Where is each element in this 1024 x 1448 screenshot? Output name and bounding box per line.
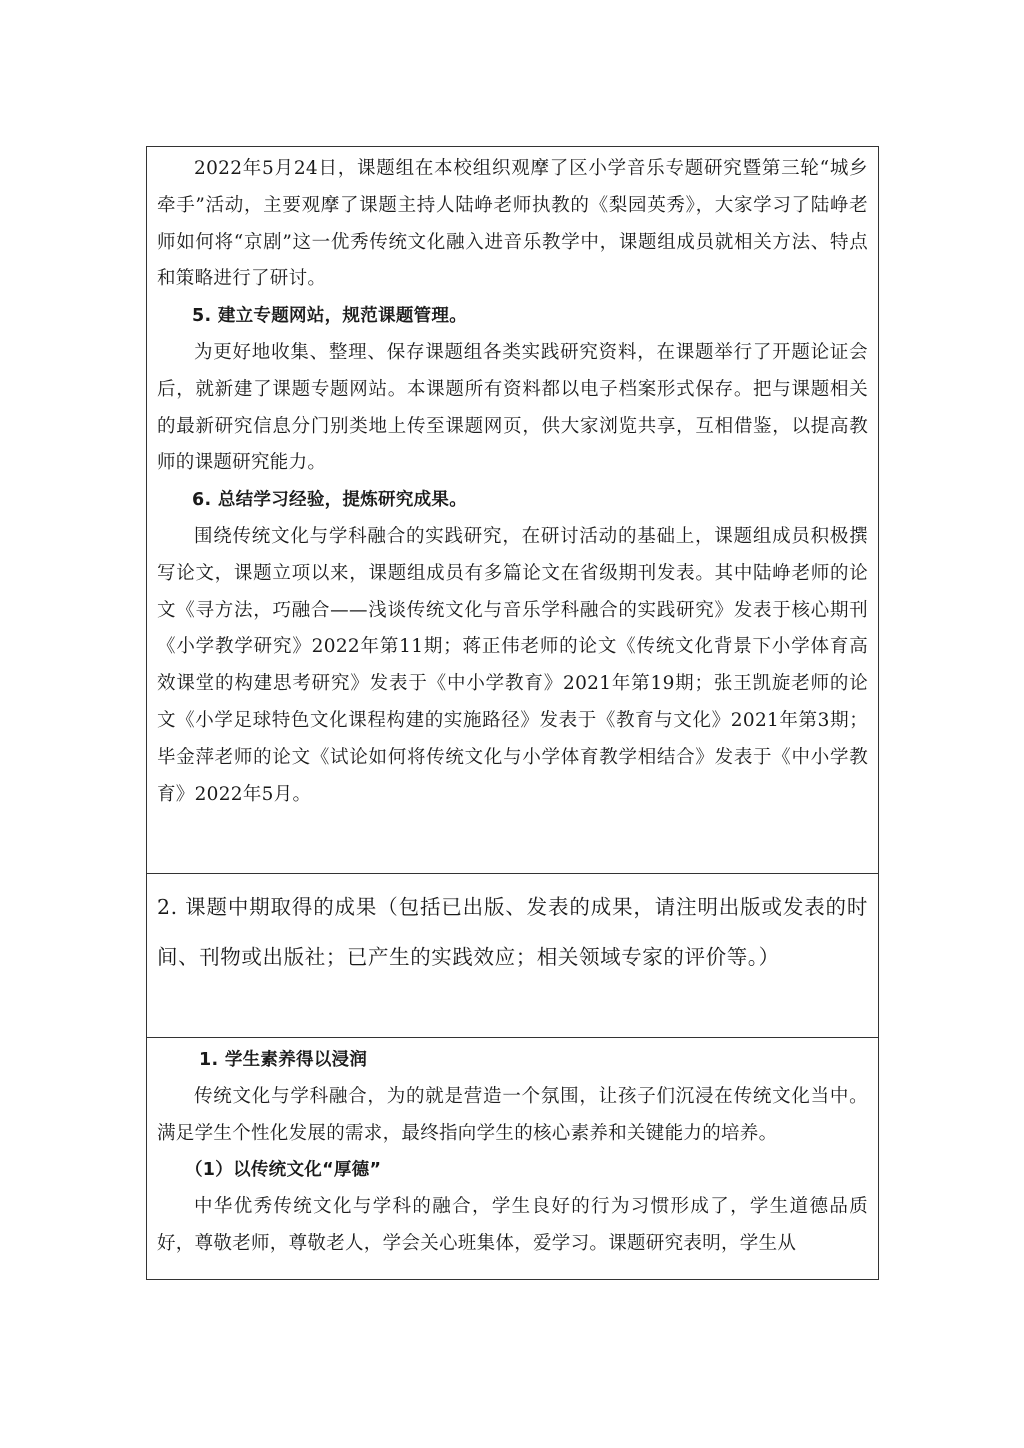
report-table	[146, 146, 879, 1280]
website-heading: 5. 建立专题网站，规范课题管理。	[192, 306, 468, 327]
website-paragraph: 为更好地收集、整理、保存课题组各类实践研究资料，在课题举行了开题论证会后，就新建了课题专题网站。本课题所有资料都以电子档案形式保存。把与课题相关的最新研究信息分门别类地上传至课题网页，供大家浏览共享，互相借鉴，以提高教师的课题研究能力。	[157, 341, 868, 474]
virtue-subheading: （1）以传统文化“厚德”	[185, 1160, 382, 1181]
achievements-title-cell	[147, 873, 878, 1037]
achievements-title: 2. 课题中期取得的成果（包括已出版、发表的成果，请注明出版或发表的时间、刊物或出版社；已产生的实践效应；相关领域专家的评价等。）	[157, 895, 868, 969]
literacy-paragraph: 传统文化与学科融合，为的就是营造一个氛围，让孩子们沉浸在传统文化当中。满足学生个性化发展的需求，最终指向学生的核心素养和关键能力的培养。	[157, 1085, 868, 1144]
virtue-paragraph: 中华优秀传统文化与学科的融合，学生良好的行为习惯形成了，学生道德品质好，尊敬老师，尊敬老人，学会关心班集体，爱学习。课题研究表明，学生从	[157, 1196, 868, 1254]
progress-cell	[147, 147, 878, 873]
results-paragraph: 围绕传统文化与学科融合的实践研究，在研讨活动的基础上，课题组成员积极撰写论文，课题立项以来，课题组成员有多篇论文在省级期刊发表。其中陆峥老师的论文《寻方法，巧融合——浅谈传统文化与音乐学科融合的实践研究》发表于核心期刊《小学教学研究》2022年第11期；蒋正伟老师的论文《传统文化背景下小学体育高效课堂的构建思考研究》发表于《中小学教育》2021年第19期；张王凯旋老师的论文《小学足球特色文化课程构建的实施路径》发表于《教育与文化》2021年第3期；毕金萍老师的论文《试论如何将传统文化与小学体育教学相结合》发表于《中小学教育》2022年5月。	[157, 525, 868, 805]
literacy-heading: 1. 学生素养得以浸润	[199, 1050, 368, 1070]
achievements-cell	[147, 1037, 878, 1279]
results-heading: 6. 总结学习经验，提炼研究成果。	[192, 490, 468, 511]
meeting-paragraph: 2022年5月24日，课题组在本校组织观摩了区小学音乐专题研究暨第三轮“城乡牵手”活动，主要观摩了课题主持人陆峥老师执教的《梨园英秀》，大家学习了陆峥老师如何将“京剧”这一优秀传统文化融入进音乐教学中，课题组成员就相关方法、特点和策略进行了研讨。	[157, 158, 868, 290]
